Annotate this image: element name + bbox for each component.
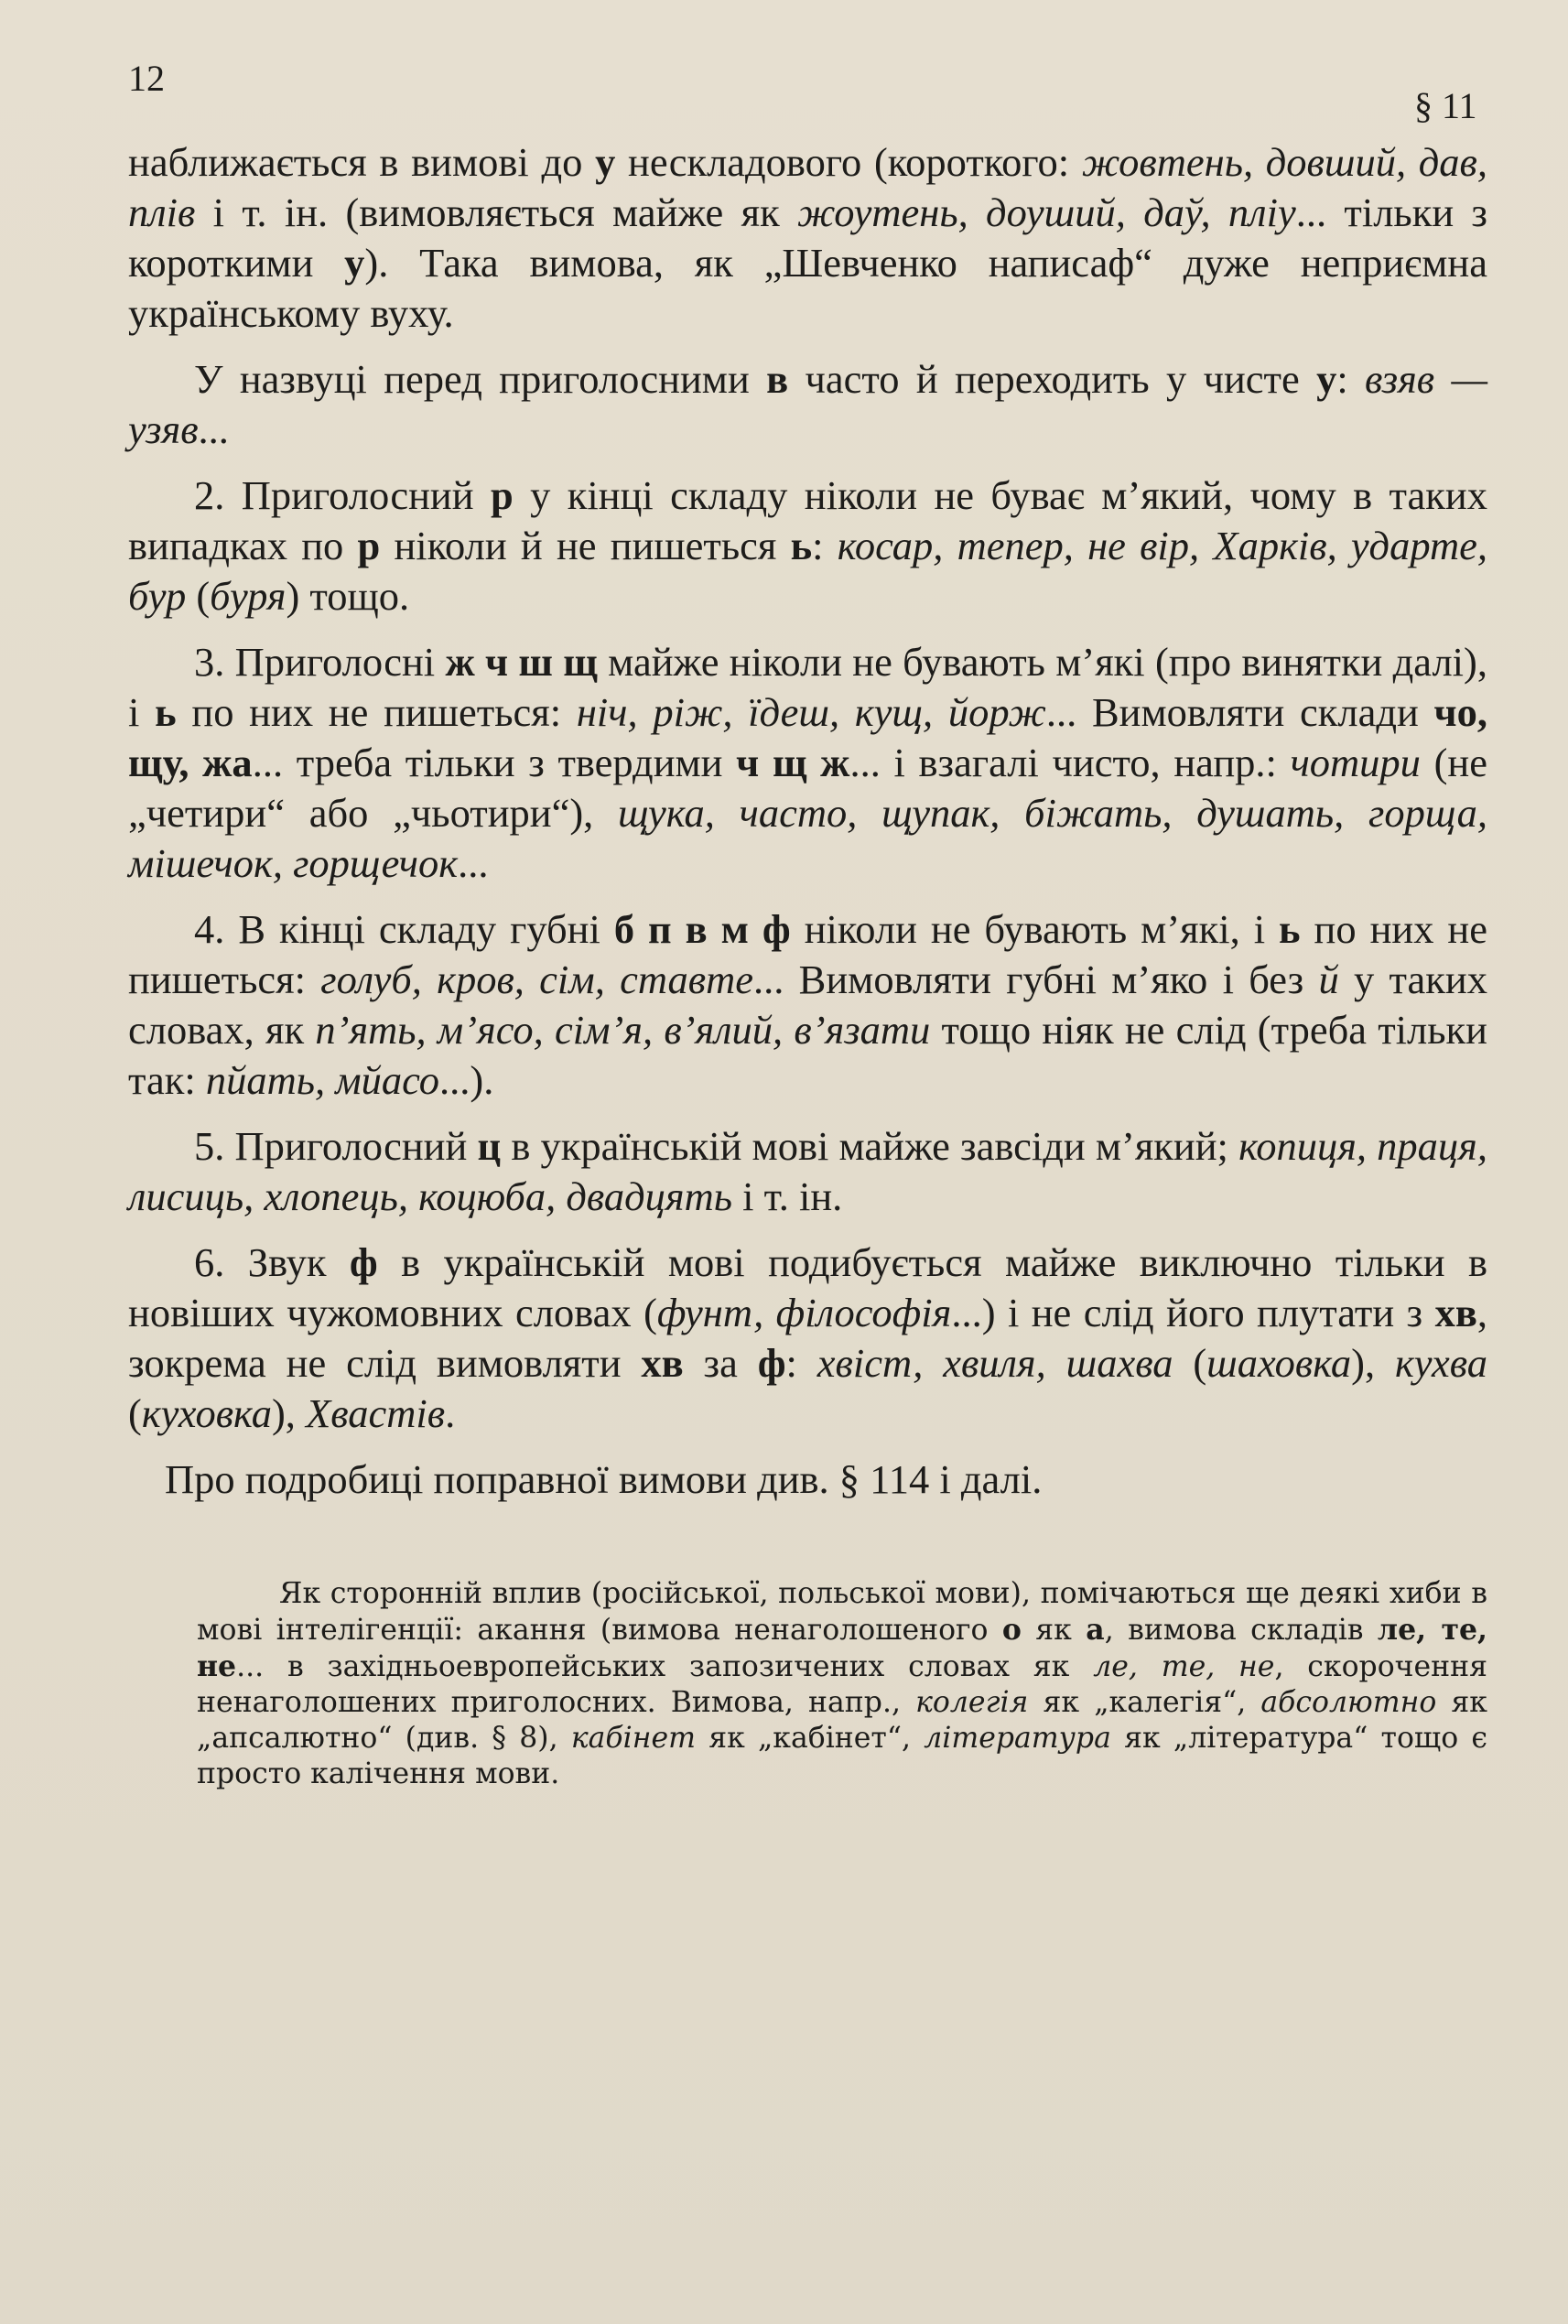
paragraph-1: наближається в вимові до у нескладового (короткого: жовтень, довший, дав, плів і т. ін. (вимовляється майже як жоутень, доуший, даў, пліу... тільки з короткими у). Така вимова, як „Шевченко написаф“ дуже неприємна українському вуху. [128, 139, 1488, 336]
paragraph-4: 3. Приголосні ж ч ш щ майже ніколи не бувають м’які (про винятки далі), і ь по них не пишеться: ніч, ріж, їдеш, кущ, йорж... Вимовляти склади чо, щу, жа... треба тільки з твердими ч щ ж... і взагалі чисто, напр.: чотири (не „четири“ або „чьотири“), щука, часто, щупак, біжать, душать, горща, мішечок, горщечок... [128, 639, 1488, 886]
main-text [128, 137, 1487, 1520]
paragraph-7: 6. Звук ф в українській мові подибується майже виключно тільки в новіших чужомовних словах (фунт, філософія...) і не слід його плутати з хв, зокрема не слід вимовляти хв за ф: хвіст, хвиля, шахва (шаховка), кухва (куховка), Хвастів. [128, 1239, 1488, 1436]
paragraph-5: 4. В кінці складу губні б п в м ф ніколи не бувають м’які, і ь по них не пишеться: голуб, кров, сім, ставте... Вимовляти губні м’яко і без й у таких словах, як п’ять, м’ясо, сім’я, в’ялий, в’язати тощо ніяк не слід (треба тільки так: пйать, мйасо...). [128, 906, 1487, 1103]
paragraph-2: У назвуці перед приголосними в часто й переходить у чисте у: взяв — узяв... [128, 356, 1488, 452]
section-mark: § 11 [1414, 85, 1477, 126]
paragraph-6: 5. Приголосний ц в українській мові майже завсіди м’який; копиця, праця, лисиць, хлопець, коцюба, двадцять і т. ін. [128, 1123, 1487, 1219]
footnote [197, 1576, 1487, 1792]
paragraph-8: Про подробиці поправної вимови див. § 114 і далі. [165, 1456, 1043, 1502]
paragraph-3: 2. Приголосний р у кінці складу ніколи не буває м’який, чому в таких випадках по р ніколи й не пишеться ь: косар, тепер, не вір, Харків, ударте, бур (буря) тощо. [128, 472, 1487, 619]
footnote-text: Як сторонній вплив (російської, польської мови), помічаються ще деякі хиби в мові інтелігенції: акання (вимова ненаголошеного о як а, вимова складів ле, те, не... в західньоевропейських запозичених словах як ле, те, не, скорочення ненаголошених приголосних. Вимова, напр., колегія як „калегія“, абсолютно як „апсалютно“ (див. § 8), кабінет як „кабінет“, література як „література“ тощо є просто калічення мови. [197, 1577, 1488, 1790]
page-number: 12 [128, 58, 165, 99]
